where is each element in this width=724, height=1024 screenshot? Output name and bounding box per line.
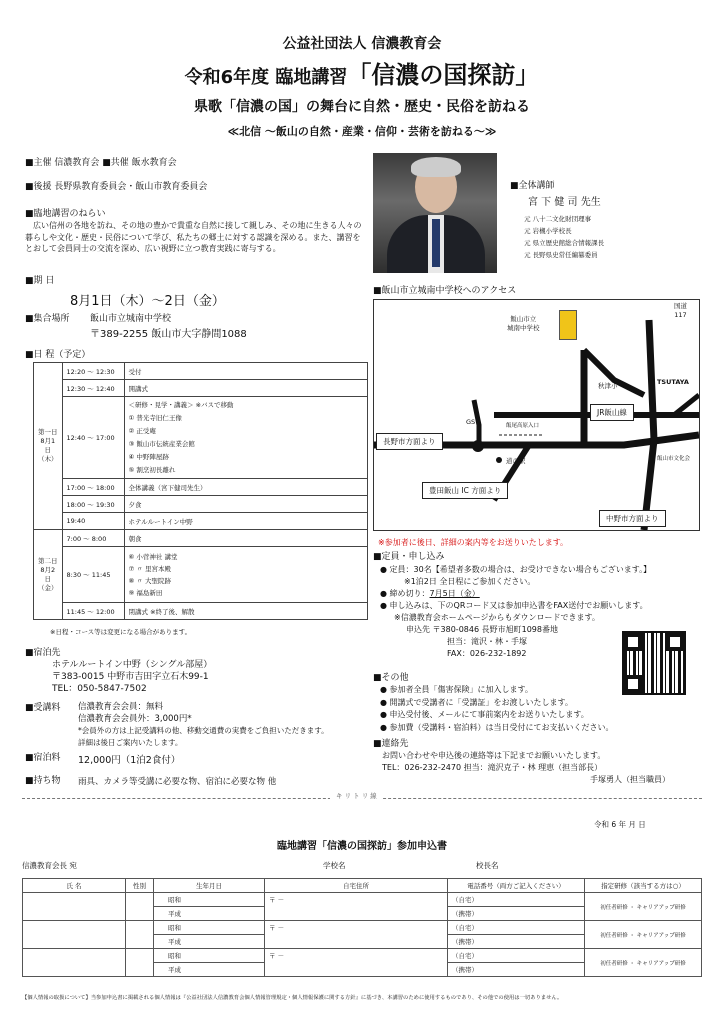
era-showa[interactable]: 昭和 [154,921,265,935]
host-line: ■主催 信濃教育会 ■共催 飯水教育会 [25,158,177,168]
deadline-label: 締め切り： [389,589,430,598]
subtitle: 県歌「信濃の国」の舞台に自然・歴史・民俗を訪ねる [194,99,530,115]
lecturer-heading: ■全体講師 [510,181,555,191]
training-field[interactable]: 初任者研修 ・ キャリアアップ研修 [585,949,702,977]
career-item: 元 岩槻小学校長 [524,227,572,235]
support-line: ■後援 長野県教育委員会・飯山市教育委員会 [25,182,208,192]
apply-capacity-text: 定員：30名【希望者多数の場合は、お受けできない場合もございます。】 [389,565,652,574]
address-field[interactable]: 〒 － [265,921,448,949]
form-date: 令和 6 年 月 日 [594,820,646,829]
col-name: 氏 名 [23,879,126,893]
page-title [0,55,724,90]
date-heading: ■期 日 [25,276,55,286]
name-field[interactable] [23,921,126,949]
title-prefix: 令和6年度 臨地講習 [184,67,348,88]
lecturer-photo [373,153,497,273]
privacy-note: 【個人情報の取扱について】当参加申込書に掲載される個人情報は『公益社団法人信濃教育会個人情報管理規定・個人情報保護に関する方針』に基づき、本講習のために使用するものであり、その他での使用は一切ありません。 [22,995,563,1001]
other-item-text: 開講式で受講者に「受講証」をお渡しいたします。 [389,697,573,707]
col-address: 自宅住所 [265,879,448,893]
item-cell: 朝食 [124,530,368,547]
item-cell: 夕食 [124,496,368,513]
map-heading: ■飯山市立城南中学校へのアクセス [373,286,517,296]
other-item: ● 参加費（受講料・宿泊料）は当日受付にてお支払いください。 [380,722,614,732]
other-item: ● 申込受付後、メールにて事前案内をお送りいたします。 [380,710,589,719]
other-item-text: 参加費（受講料・宿泊料）は当日受付にてお支払いください。 [389,722,614,732]
place-address: 〒389-2255 飯山市大字静間1088 [90,329,247,340]
map-bunka: 飯山市文化会 [657,456,691,462]
lecturer-name: 宮 下 健 司 先生 [528,197,601,208]
apply-capacity: ● 定員：30名【希望者多数の場合は、お受けできない場合もございます。】 [380,565,652,574]
lodging-block [52,659,212,695]
form-to: 信濃教育会長 宛 [22,861,77,870]
event-date: 8月1日（木）～2日（金） [70,294,225,309]
apply-method: ● 申し込みは、下のQRコード又は参加申込書をFAX送付でお願いします。 [380,601,648,610]
map-school-label: 飯山市立 城南中学校 [507,315,540,332]
title-main: 「信濃の国探訪」 [347,61,540,89]
map-station: 秋津小 [598,382,618,390]
era-heisei[interactable]: 平成 [154,907,265,921]
schedule-note: ※日程・コース等は変更になる場合があります。 [50,628,192,636]
map-route117: 国道 117 [674,302,687,319]
aim-heading: ■臨地講習のねらい [25,209,106,219]
item-cell: ホテルルートイン中野 [124,513,368,530]
schedule-table [33,362,368,620]
apply-staff: 担当：滝沢・林・手塚 [447,637,527,646]
career-item: 元 八十二文化財団理事 [524,215,592,223]
item-cell: 閉講式 ※終了後、解散 [124,603,368,620]
application-form [22,878,702,977]
col-birthdate: 生年月日 [154,879,265,893]
theme: ≪北信 ～飯山の自然・産業・信仰・芸術を訪ねる～≫ [227,125,497,138]
address-field[interactable]: 〒 － [265,949,448,977]
contact-heading: ■連絡先 [373,739,409,749]
other-item-text: 参加者全員「傷害保険」に加入します。 [389,685,533,694]
training-field[interactable]: 初任者研修 ・ キャリアアップ研修 [585,893,702,921]
apply-heading: ■定員・申し込み [373,552,445,562]
lodging-address: 〒383-0015 中野市吉田字立石木99-1 [52,672,209,682]
map-note: ※参加者に後日、詳細の案内等をお送りいたします。 [378,538,569,547]
col-training: 指定研修（該当する方は○） [585,879,702,893]
contact-block [382,750,670,786]
mobile-phone-field[interactable]: （携帯） [448,963,585,977]
apply-download-note: ※信濃教育会ホームページからもダウンロードできます。 [394,613,600,622]
era-showa[interactable]: 昭和 [154,893,265,907]
lodging-name: ホテルルートイン中野（シングル部屋） [52,660,213,670]
fee-nonmember: 信濃教育会会員外：3,000円* [78,713,192,724]
fee-note2: 詳細は後日ご案内いたします。 [78,737,183,747]
mobile-phone-field[interactable]: （携帯） [448,935,585,949]
time-cell: 17:00 ～ 18:00 [62,479,124,496]
other-item-text: 申込受付後、メールにて事前案内をお送りいたします。 [389,710,589,719]
apply-capacity-note: ※1泊2日 全日程にご参加ください。 [404,577,536,586]
name-field[interactable] [23,893,126,921]
item-cell: 全体講義（宮下健司先生） [124,479,368,496]
other-item: ● 参加者全員「傷害保険」に加入します。 [380,685,533,694]
deadline-date: 7月5日（金） [429,589,480,598]
other-list [380,684,614,734]
map-nagano-label: 長野市方面より [376,433,443,450]
time-cell: 12:40 ～ 17:00 [62,397,124,479]
era-showa[interactable]: 昭和 [154,949,265,963]
org-name: 公益社団法人 信濃教育会 [282,36,442,52]
era-heisei[interactable]: 平成 [154,935,265,949]
map-jr-label: JR飯山線 [590,404,634,421]
map-tsutaya: TSUTAYA [657,378,689,386]
form-school: 学校名 [323,861,346,870]
gender-field[interactable] [126,949,154,977]
other-heading: ■その他 [373,673,409,683]
col-gender: 性別 [126,879,154,893]
lodging-heading: ■宿泊先 [25,648,61,658]
gender-field[interactable] [126,893,154,921]
home-phone-field[interactable]: （自宅） [448,921,585,935]
career-item: 元 長野県史常任編纂委員 [524,251,598,259]
time-cell: 7:00 ～ 8:00 [62,530,124,547]
time-cell: 18:00 ～ 19:30 [62,496,124,513]
time-cell: 19:40 [62,513,124,530]
career-item: 元 県立歴史館総合情報課長 [524,239,605,247]
fee-member: 信濃教育会会員：無料 [78,702,164,712]
map-nakano-label: 中野市方面より [599,510,666,527]
map-michinoeki: 道の駅 [506,457,526,465]
time-cell: 8:30 ～ 11:45 [62,547,124,603]
items-heading: ■持ち物 [25,776,61,786]
cut-label: キ リ ト リ 線 [330,792,383,801]
item-cell: 開講式 [124,380,368,397]
home-phone-field[interactable]: （自宅） [448,893,585,907]
map-ic-label: 豊田飯山 IC 方面より [422,482,508,499]
lodging-tel: TEL：050-5847-7502 [52,684,147,694]
era-heisei[interactable]: 平成 [154,963,265,977]
col-phone: 電話番号（両方ご記入ください） [448,879,585,893]
time-cell: 12:30 ～ 12:40 [62,380,124,397]
item-cell: ⑥ 小菅神社 講堂 ⑦ 〃 里宮本殿 ⑧ 〃 大聖院跡 ⑨ 福島新田 [124,547,368,603]
day1-label: 第一日 8月1日（木） [34,363,63,530]
item-cell: ＜研修・見学・講義＞ ※バスで移動 ① 普光寺旧仁王像 ② 正受庵 ③ 飯山市伝統産業会館 ④ 中野陣屋跡 ⑤ 割烹初長離れ [124,397,368,479]
contact-text: お問い合わせや申込後の連絡等は下記までお願いいたします。 [382,751,606,760]
form-principal: 校長名 [476,861,499,870]
apply-deadline: ● 締め切り：7月5日（金） [380,589,480,598]
name-field[interactable] [23,949,126,977]
fee-note: *会員外の方は上記受講料の他、移動交通費の実費をご負担いただきます。 [78,726,329,735]
home-phone-field[interactable]: （自宅） [448,949,585,963]
place-heading: ■集合場所 [25,314,70,324]
schedule-heading: ■日 程（予定） [25,350,91,360]
school-marker [559,310,577,340]
item-cell: 受付 [124,363,368,380]
apply-method-text: 申し込みは、下のQRコード又は参加申込書をFAX送付でお願いします。 [389,601,648,610]
qr-code[interactable] [622,631,686,695]
fee-heading: ■受講料 [25,703,61,713]
time-cell: 11:45 ～ 12:00 [62,603,124,620]
map-bridge: 飯尾高原入口 [506,423,540,429]
stay-fee: 12,000円（1泊2食付） [78,755,181,766]
items-value: 雨具、カメラ等受講に必要な物、宿泊に必要な物 他 [78,777,277,787]
gender-field[interactable] [126,921,154,949]
access-map [373,299,700,531]
fee-block [78,702,329,748]
apply-destination: 申込先 〒380-0846 長野市旭町1098番地 [406,625,558,634]
map-gs: GS [466,418,476,426]
time-cell: 12:20 ～ 12:30 [62,363,124,380]
lecturer-careers [524,213,604,261]
aim-text: 広い信州の各地を訪ね、その地の豊かで貴重な自然に接して親しみ、その地に生きる人々の暮らしや文化・歴史・民俗について学び、私たちの郷土に対する認識を深める。また、講習をとおして会員同士の交流を深め、広い視野に立つ教育実践に寄与する。 [25,221,362,253]
place-name: 飯山市立城南中学校 [90,314,172,324]
mobile-phone-field[interactable]: （携帯） [448,907,585,921]
stay-heading: ■宿泊料 [25,753,61,763]
form-title: 臨地講習「信濃の国探訪」参加申込書 [277,841,447,852]
apply-fax: FAX：026-232-1892 [447,649,527,658]
day2-label: 第二日 8月2日（金） [34,530,63,620]
training-field[interactable]: 初任者研修 ・ キャリアアップ研修 [585,921,702,949]
other-item: ● 開講式で受講者に「受講証」をお渡しいたします。 [380,697,573,707]
contact-tel: TEL：026-232-2470 担当：滝沢克子・林 理恵（担当部長） [382,763,603,772]
contact-tel2: 手塚勇人（担当職員） [590,775,670,784]
address-field[interactable]: 〒 － [265,893,448,921]
